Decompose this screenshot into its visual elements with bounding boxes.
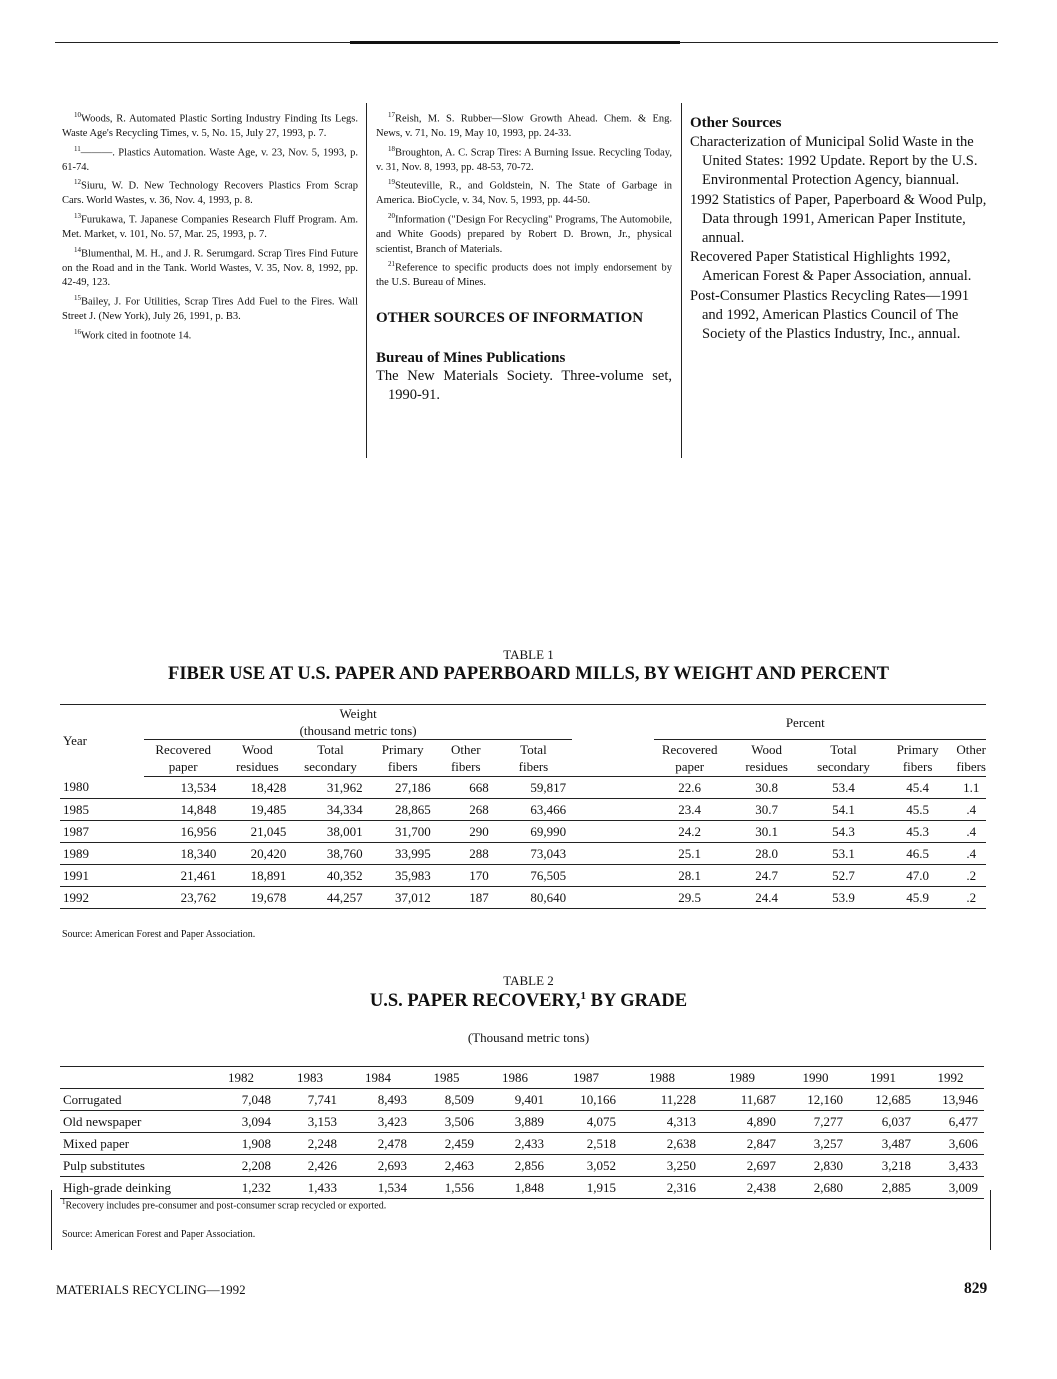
weight-cell: 38,001 [292,821,368,843]
weight-cell: 16,956 [144,821,222,843]
weight-cell: 290 [437,821,495,843]
weight-cell: 170 [437,865,495,887]
source-item: Recovered Paper Statistical Highlights 1992, American Forest & Paper Association, annual. [690,249,972,285]
footnote [62,243,358,291]
value-cell: 2,856 [480,1155,550,1177]
weight-cell: 21,045 [222,821,292,843]
value-cell: 6,037 [849,1111,917,1133]
year-header: 1989 [702,1067,782,1089]
page-number: 829 [964,1280,988,1297]
percent-cell: 54.3 [808,821,879,843]
weight-column-header [292,740,368,777]
table-row [60,1089,984,1111]
header-line: Total [317,742,344,757]
value-cell: 8,493 [343,1089,413,1111]
header-line: fibers [387,759,418,774]
percent-cell: 30.7 [725,799,808,821]
value-cell: 2,433 [480,1133,550,1155]
percent-cell: 45.9 [879,887,957,909]
header-line: Wood [242,742,273,757]
publication-item: The New Materials Society. Three-volume set, 1990-91. [376,368,672,404]
percent-cell: 23.4 [654,799,725,821]
column-divider [366,103,367,458]
value-cell: 2,847 [702,1133,782,1155]
grade-cell: Old newspaper [60,1111,205,1133]
footnote-number: 10 [74,111,81,119]
table-row [60,1155,984,1177]
footnote [62,108,358,142]
table-row [60,799,986,821]
value-cell: 3,487 [849,1133,917,1155]
percent-column-header [654,740,725,777]
percent-cell: .2 [956,887,986,909]
value-cell: 2,830 [782,1155,849,1177]
table-row [60,1111,984,1133]
other-sources-column [690,113,990,344]
value-cell: 2,426 [277,1155,343,1177]
value-cell: 2,680 [782,1177,849,1199]
footnote-list [376,108,672,291]
header-line: Primary [896,742,939,757]
weight-cell: 28,865 [369,799,437,821]
right-margin-rule [990,1190,991,1250]
value-cell: 6,477 [917,1111,984,1133]
table2-title-text: U.S. PAPER RECOVERY, [369,991,581,1012]
value-cell: 1,556 [413,1177,480,1199]
table-row [60,1177,984,1199]
weight-cell: 73,043 [495,843,572,865]
footnote-number: 18 [388,144,395,153]
value-cell: 2,693 [343,1155,413,1177]
weight-cell: 288 [437,843,495,865]
year-cell: 1992 [60,887,144,909]
footnote [62,291,358,325]
footnote [376,257,672,291]
percent-cell: .4 [956,821,986,843]
weight-cell: 35,983 [369,865,437,887]
value-cell: 11,687 [702,1089,782,1111]
year-header: 1983 [277,1067,343,1089]
source-item: Characterization of Municipal Solid Waste in the United States: 1992 Update. Report by the U.S. Environmental Protection Agency, biannual. [690,134,978,189]
weight-cell: 38,760 [292,843,368,865]
left-margin-rule [51,1190,52,1250]
value-cell: 2,316 [622,1177,702,1199]
weight-cell: 27,186 [369,777,437,799]
value-cell: 1,232 [205,1177,277,1199]
weight-cell: 19,485 [222,799,292,821]
header-line: fibers [902,759,933,774]
section-heading: OTHER SOURCES OF INFORMATION [376,310,644,327]
weight-cell: 23,762 [144,887,222,909]
year-header: 1990 [782,1067,849,1089]
percent-cell: .4 [956,843,986,865]
footnote [62,209,358,243]
value-cell: 3,153 [277,1111,343,1133]
value-cell: 12,685 [849,1089,917,1111]
footnote-text: Furukawa, T. Japanese Companies Research Fluff Program. Am. Met. Market, v. 101, No. 57, Mar. 25, 1993, p. 7. [62,214,358,241]
value-cell: 1,433 [277,1177,343,1199]
table1-title: FIBER USE AT U.S. PAPER AND PAPERBOARD MILLS, BY WEIGHT AND PERCENT [168,664,889,684]
footnote-text: ———. Plastics Automation. Waste Age, v. 23, Nov. 5, 1993, p. 61-74. [62,147,358,173]
table2-body [60,1089,984,1199]
percent-column-header [956,740,986,777]
value-cell: 4,313 [622,1111,702,1133]
value-cell: 3,052 [550,1155,622,1177]
footnotes-column-1 [62,108,358,344]
value-cell: 1,848 [480,1177,550,1199]
year-cell: 1985 [60,799,144,821]
weight-cell: 13,534 [144,777,222,799]
value-cell: 2,438 [702,1177,782,1199]
value-cell: 7,277 [782,1111,849,1133]
weight-cell: 668 [437,777,495,799]
year-header: 1992 [917,1067,984,1089]
spacer-cell [572,821,654,843]
percent-cell: .2 [956,865,986,887]
footnote-number: 21 [388,260,395,269]
footnote-text: Blumenthal, M. H., and J. R. Serumgard. Scrap Tires Find Future on the Road and in the Tank. World Wastes, V. 35, Nov. 8, 1992, pp. 42-49, 123. [62,248,358,289]
footnote-text: Reish, M. S. Rubber—Slow Growth Ahead. Chem. & Eng. News, v. 71, No. 19, May 10, 1993, pp. 24-33. [376,113,672,140]
year-header: 1991 [849,1067,917,1089]
weight-column-header [369,740,437,777]
table2-unit: (Thousand metric tons) [467,1030,590,1045]
footnote-number: 19 [388,178,395,187]
footnote-text: Broughton, A. C. Scrap Tires: A Burning Issue. Recycling Today, v. 31, Nov. 8, 1993, pp. 48-53, 70-72. [376,147,672,173]
footnote-number: 12 [74,178,81,187]
percent-cell: 45.3 [879,821,957,843]
footnote [376,209,672,257]
footnote-number: 15 [74,294,81,303]
header-line: fibers [956,759,986,774]
percent-cell: 45.4 [879,777,957,799]
weight-cell: 34,334 [292,799,368,821]
value-cell: 2,248 [277,1133,343,1155]
percent-cell: 53.4 [808,777,879,799]
footnote-number: 11 [74,144,81,153]
weight-column-header [437,740,495,777]
table2-footnote [62,1198,386,1211]
table1-body [60,777,986,909]
weight-column-header [144,740,222,777]
value-cell: 2,459 [413,1133,480,1155]
percent-cell: 30.8 [725,777,808,799]
table-row [60,1133,984,1155]
percent-column-header [808,740,879,777]
footnotes-column-2 [376,108,672,405]
value-cell: 2,478 [343,1133,413,1155]
footnote [376,142,672,176]
table2-footnote-mark: 1 [62,1198,66,1206]
header-line: paper [168,759,198,774]
sub-heading: Bureau of Mines Publications [376,350,566,367]
value-cell: 3,257 [782,1133,849,1155]
year-cell: 1989 [60,843,144,865]
value-cell: 2,638 [622,1133,702,1155]
footnote-number: 20 [388,212,395,221]
table2-caption: TABLE 2 [503,973,554,988]
percent-column-header [725,740,808,777]
header-line: Recovered [661,742,718,757]
value-cell: 3,094 [205,1111,277,1133]
footnote-number: 16 [74,327,81,336]
percent-cell: 52.7 [808,865,879,887]
weight-cell: 80,640 [495,887,572,909]
header-line: Wood [751,742,783,757]
value-cell: 1,534 [343,1177,413,1199]
weight-cell: 18,340 [144,843,222,865]
value-cell: 3,433 [917,1155,984,1177]
weight-column-header [495,740,572,777]
footnote-text: Steuteville, R., and Goldstein, N. The State of Garbage in America. BioCycle, v. 34, Nov. 5, 1993, pp. 44-50. [376,180,672,207]
table2-title [0,990,1057,1012]
value-cell: 7,741 [277,1089,343,1111]
value-cell: 13,946 [917,1089,984,1111]
weight-cell: 59,817 [495,777,572,799]
grade-header [60,1067,205,1089]
value-cell: 10,166 [550,1089,622,1111]
year-header: 1986 [480,1067,550,1089]
value-cell: 2,463 [413,1155,480,1177]
percent-cell: 53.1 [808,843,879,865]
percent-cell: 53.9 [808,887,879,909]
percent-cell: 54.1 [808,799,879,821]
footnote [62,142,358,176]
spacer-cell [572,887,654,909]
footnote-text: Woods, R. Automated Plastic Sorting Industry Finding Its Legs. Waste Age's Recycling Times, v. 5, No. 15, July 27, 1993, p. 7. [62,113,358,140]
spacer-cell [572,777,654,799]
value-cell: 1,915 [550,1177,622,1199]
value-cell: 1,908 [205,1133,277,1155]
value-cell: 9,401 [480,1089,550,1111]
value-cell: 3,506 [413,1111,480,1133]
value-cell: 11,228 [622,1089,702,1111]
spacer-cell [572,799,654,821]
footnote [376,108,672,142]
year-header: 1982 [205,1067,277,1089]
value-cell: 3,606 [917,1133,984,1155]
weight-cell: 187 [437,887,495,909]
spacer-cell [572,740,654,777]
grade-cell: High-grade deinking [60,1177,205,1199]
weight-group-header [144,705,572,740]
table-row [60,843,986,865]
header-line: Other [956,742,986,757]
header-line: secondary [304,759,357,774]
weight-column-header [222,740,292,777]
footnote-text: Work cited in footnote 14. [81,330,192,342]
value-cell: 3,250 [622,1155,702,1177]
header-line: fibers [450,759,481,774]
header-line: secondary [817,759,870,774]
percent-cell: 46.5 [879,843,957,865]
year-header: Year [60,705,144,777]
value-cell: 3,889 [480,1111,550,1133]
table2-year-headers [60,1067,984,1089]
other-sources-heading: Other Sources [690,115,782,131]
percent-cell: 29.5 [654,887,725,909]
year-cell: 1987 [60,821,144,843]
weight-cell: 63,466 [495,799,572,821]
footnote-text: Siuru, W. D. New Technology Recovers Plastics From Scrap Cars. World Wastes, v. 36, Nov. 4, 1993, p. 8. [62,180,358,207]
weight-cell: 40,352 [292,865,368,887]
header-line: Other [450,742,481,757]
value-cell: 4,890 [702,1111,782,1133]
weight-cell: 44,257 [292,887,368,909]
year-cell: 1991 [60,865,144,887]
value-cell: 2,518 [550,1133,622,1155]
value-cell: 3,218 [849,1155,917,1177]
top-rule-accent [350,41,680,44]
weight-cell: 18,428 [222,777,292,799]
table-row [60,887,986,909]
value-cell: 3,009 [917,1177,984,1199]
footnote [62,175,358,209]
year-header: 1985 [413,1067,480,1089]
footnote-text: Bailey, J. For Utilities, Scrap Tires Add Fuel to the Fires. Wall Street J. (New York), July 26, 1991, p. B3. [62,296,358,323]
percent-cell: 28.0 [725,843,808,865]
percent-cell: 25.1 [654,843,725,865]
percent-cell: 30.1 [725,821,808,843]
weight-cell: 37,012 [369,887,437,909]
percent-column-header [879,740,957,777]
percent-group-header: Percent [654,705,956,740]
year-header: 1987 [550,1067,622,1089]
table-row [60,777,986,799]
weight-cell: 76,505 [495,865,572,887]
grade-cell: Mixed paper [60,1133,205,1155]
percent-cell: 24.2 [654,821,725,843]
value-cell: 3,423 [343,1111,413,1133]
table2 [60,1066,984,1199]
percent-cell: 47.0 [879,865,957,887]
column-divider [681,103,682,458]
footnote-number: 13 [74,212,81,221]
table-row [60,821,986,843]
year-header: 1988 [622,1067,702,1089]
weight-cell: 31,962 [292,777,368,799]
header-line: paper [675,759,705,774]
header-line: Recovered [155,742,211,757]
weight-label: Weight [339,706,377,721]
table1-caption: TABLE 1 [503,647,554,662]
header-line: fibers [518,759,549,774]
source-item: 1992 Statistics of Paper, Paperboard & Wood Pulp, Data through 1991, American Paper Institute, annual. [690,191,987,247]
footnote-text: Information ("Design For Recycling" Programs, The Automobile, and White Goods) prepared by Robert D. Brown, Jr., physical scientist, Branch of Materials. [376,214,672,255]
percent-cell: 22.6 [654,777,725,799]
grade-cell: Corrugated [60,1089,205,1111]
footnote [62,325,358,344]
footnote-number: 17 [388,111,395,119]
value-cell: 12,160 [782,1089,849,1111]
value-cell: 7,048 [205,1089,277,1111]
weight-cell: 14,848 [144,799,222,821]
value-cell: 4,075 [550,1111,622,1133]
table1 [60,704,986,909]
weight-cell: 69,990 [495,821,572,843]
year-header: 1984 [343,1067,413,1089]
source-item: Post-Consumer Plastics Recycling Rates—1991 and 1992, American Plastics Council of The Society of the Plastics Industry, Inc., annual. [690,287,970,343]
weight-unit-label: (thousand metric tons) [299,723,417,738]
table2-title-footnote-mark: 1 [580,990,586,1002]
table1-column-headers [60,740,986,777]
weight-cell: 20,420 [222,843,292,865]
percent-cell: 28.1 [654,865,725,887]
year-cell: 1980 [60,777,144,799]
value-cell: 8,509 [413,1089,480,1111]
footnote-text: Reference to specific products does not imply endorsement by the U.S. Bureau of Mines. [376,262,672,289]
running-footer: MATERIALS RECYCLING—1992 [56,1282,246,1297]
grade-cell: Pulp substitutes [60,1155,205,1177]
header-line: residues [236,759,279,774]
other-sources-list [690,133,990,344]
footnote-number: 14 [74,245,81,254]
footnote [376,175,672,209]
percent-cell: 45.5 [879,799,957,821]
table-row [60,865,986,887]
table2-footnote-text: Recovery includes pre-consumer and post-consumer scrap recycled or exported. [65,1200,387,1212]
value-cell: 2,208 [205,1155,277,1177]
weight-cell: 33,995 [369,843,437,865]
percent-cell: 24.4 [725,887,808,909]
percent-cell: 1.1 [956,777,986,799]
weight-cell: 21,461 [144,865,222,887]
header-line: residues [745,759,788,774]
value-cell: 2,697 [702,1155,782,1177]
header-line: Primary [381,742,424,757]
value-cell: 2,885 [849,1177,917,1199]
weight-cell: 18,891 [222,865,292,887]
table1-source: Source: American Forest and Paper Association. [62,929,256,940]
percent-cell: .4 [956,799,986,821]
weight-cell: 268 [437,799,495,821]
table2-title-end: BY GRADE [586,991,688,1012]
weight-cell: 31,700 [369,821,437,843]
percent-cell: 24.7 [725,865,808,887]
header-line: Total [830,742,857,757]
spacer-cell [572,865,654,887]
spacer-cell [572,843,654,865]
table2-source: Source: American Forest and Paper Association. [62,1229,256,1240]
weight-cell: 19,678 [222,887,292,909]
header-line: Total [520,742,547,757]
